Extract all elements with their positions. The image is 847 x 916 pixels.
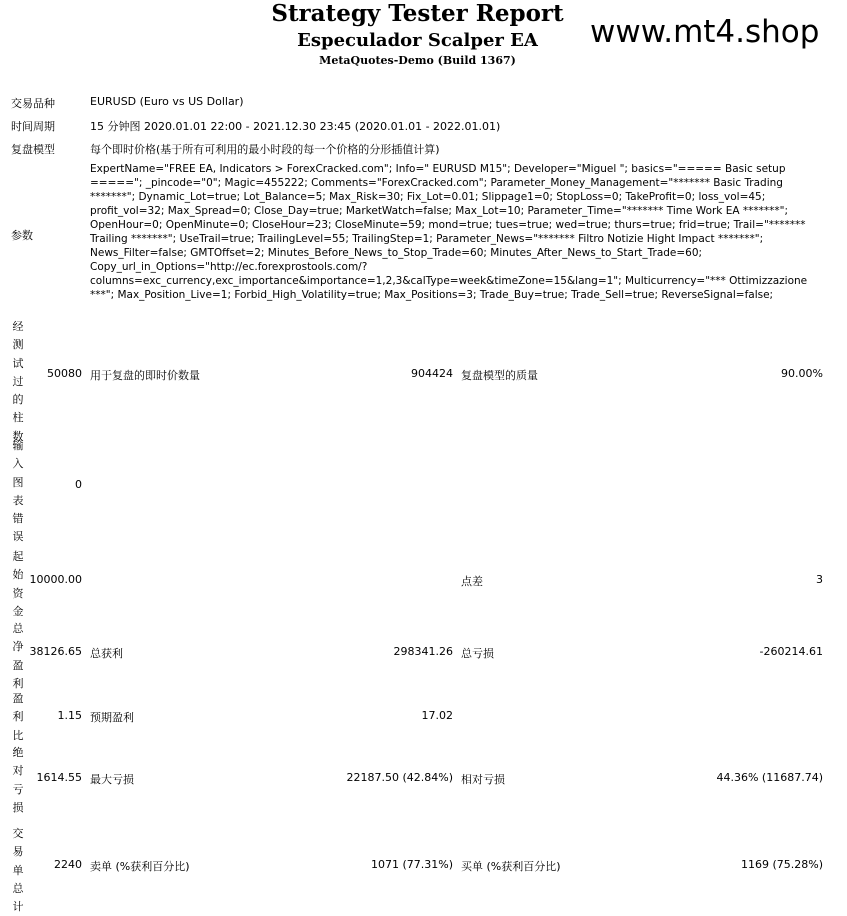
expected-payoff-value: 17.02 — [421, 709, 453, 722]
gross-profit-label: 总获利 — [90, 647, 123, 660]
errors-label: 输入图表错误 — [12, 439, 24, 544]
deposit-label: 起始资金 — [12, 550, 24, 618]
net-profit-value: 38126.65 — [29, 645, 82, 658]
long-positions-value: 1169 (75.28%) — [740, 858, 823, 871]
net-profit-label: 总净盈利 — [12, 622, 24, 690]
params-label: 参数 — [11, 229, 33, 242]
gross-profit-value: 298341.26 — [393, 645, 453, 658]
params-text: ExpertName="FREE EA, Indicators > ForexCracked.com"; Info=" EURUSD M15"; Developer="Miguel "; basics="===== Basic setup ====="; _pincode="0"; Magic=455222; Comments="ForexCracked.com"; Parameter_Money_Management="******* Basic Trading *******"; Dynamic_Lot=true; Lot_Balance=5; Max_Risk=30; Fix_Lot=0.01; Slippage1=0; StopLoss=0; TakeProfit=0; loss_vol=45; profit_vol=32; Max_Spread=0; Close_Day=true; MarketWatch=false; Max_Lot=10; Parameter_Time="******* Time Work EA *******"; OpenHour=0; OpenMinute=0; CloseHour=23; CloseMinute=59; mond=true; tues=true; wed=true; thurs=true; frid=true; Trail="******* Trailing *******"; UseTrail=true; TrailingLevel=55; TrailingStep=1; Parameter_News="******* Filtro Notizie Hight Impact *******"; News_Filter=false; GMTOffset=2; Minutes_Before_News_to_Stop_Trade=60; Minutes_After_News_to_Start_Trade=60; Copy_url_in_Options="http://ec.forexprostools.com/?columns=exc_currency,exc_importance&importance=1,2,3&calType=week&timeZone=15&lang=1"; Multicurrency="*** Ottimizzazione ***"; Max_Position_Live=1; Forbid_High_Volatility=true; Max_Positions=3; Trade_Buy=true; Trade_Sell=true; ReverseSignal=false; — [90, 163, 808, 301]
expected-payoff-label: 预期盈利 — [90, 711, 134, 724]
quality-value: 90.00% — [781, 367, 823, 380]
max-drawdown-value: 22187.50 (42.84%) — [346, 771, 453, 784]
quality-label: 复盘模型的质量 — [461, 369, 538, 382]
info-label: 时间周期 — [11, 120, 55, 133]
report-subtitle: Especulador Scalper EA — [297, 30, 538, 51]
long-positions-label: 买单 (%获利百分比) — [461, 860, 561, 873]
info-value: 每个即时价格(基于所有可利用的最小时段的每一个价格的分形插值计算) — [90, 143, 440, 156]
report-build: MetaQuotes-Demo (Build 1367) — [319, 54, 516, 67]
abs-drawdown-label: 绝对亏损 — [12, 746, 24, 814]
profit-factor-value: 1.15 — [57, 709, 82, 722]
bars-label: 经测试过的柱数 — [12, 320, 24, 443]
profit-factor-label: 盈利比 — [12, 692, 24, 742]
info-value: EURUSD (Euro vs US Dollar) — [90, 95, 244, 108]
rel-drawdown-label: 相对亏损 — [461, 773, 505, 786]
report-title: Strategy Tester Report — [271, 0, 564, 27]
bars-value: 50080 — [47, 367, 82, 380]
abs-drawdown-value: 1614.55 — [36, 771, 82, 784]
ticks-value: 904424 — [411, 367, 453, 380]
info-label: 交易品种 — [11, 97, 55, 110]
report-header — [0, 0, 847, 75]
max-drawdown-label: 最大亏损 — [90, 773, 134, 786]
info-value: 15 分钟图 2020.01.01 22:00 - 2021.12.30 23:45 (2020.01.01 - 2022.01.01) — [90, 120, 501, 133]
spread-label: 点差 — [461, 575, 483, 588]
gross-loss-value: -260214.61 — [759, 645, 823, 658]
total-trades-label: 交易单总计 — [12, 827, 24, 914]
info-label: 复盘模型 — [11, 143, 55, 156]
ticks-label: 用于复盘的即时价数量 — [90, 369, 200, 382]
spread-value: 3 — [816, 573, 823, 586]
gross-loss-label: 总亏损 — [461, 647, 494, 660]
errors-value: 0 — [75, 478, 82, 491]
rel-drawdown-value: 44.36% (11687.74) — [716, 771, 823, 784]
short-positions-label: 卖单 (%获利百分比) — [90, 860, 190, 873]
short-positions-value: 1071 (77.31%) — [370, 858, 453, 871]
deposit-value: 10000.00 — [29, 573, 82, 586]
watermark-text: www.mt4.shop — [590, 14, 820, 50]
total-trades-value: 2240 — [54, 858, 82, 871]
